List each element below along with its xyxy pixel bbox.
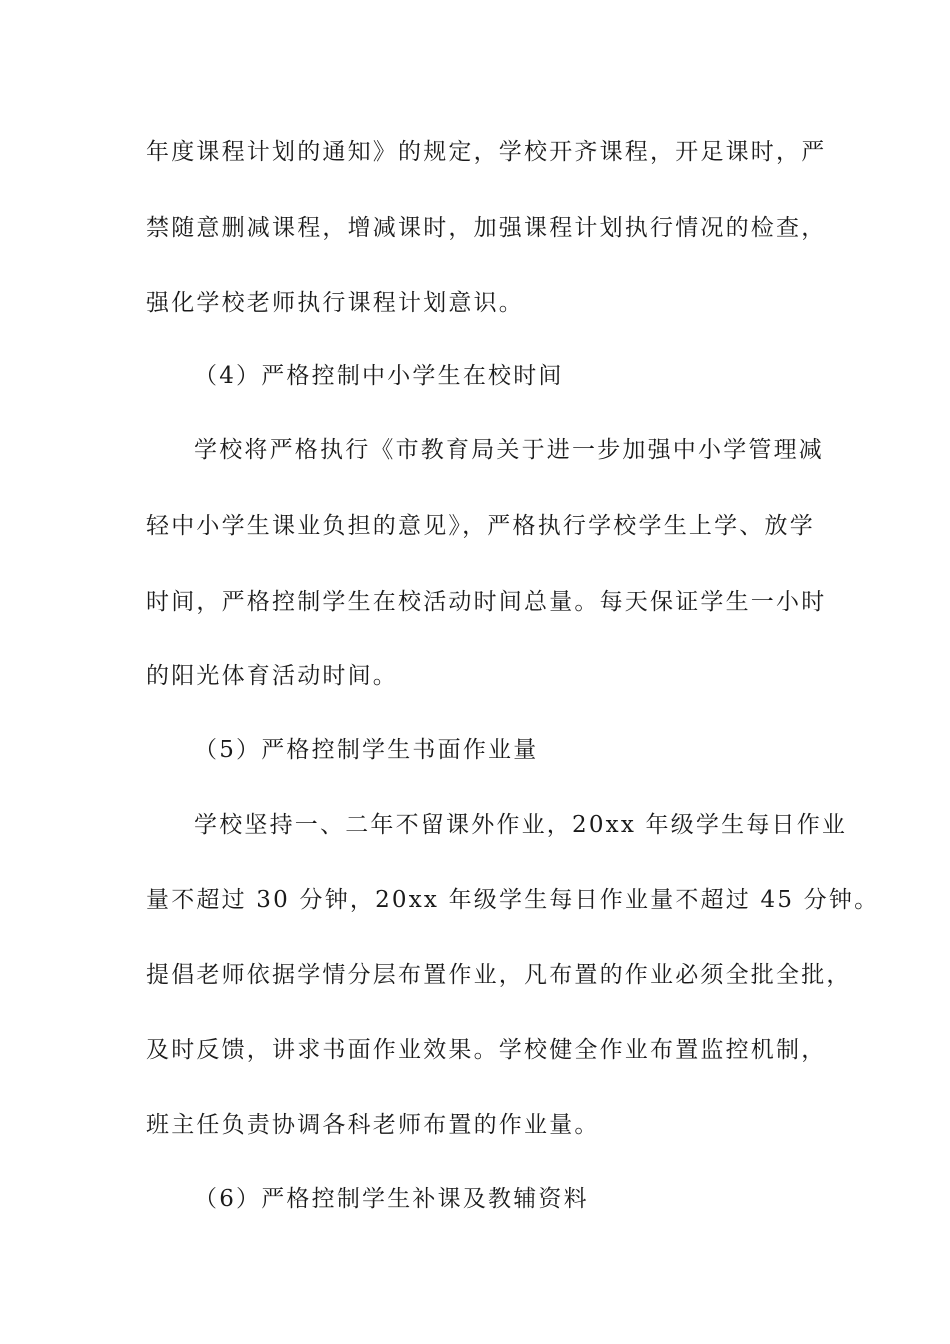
section-heading-6: （6）严格控制学生补课及教辅资料 [194,1186,589,1212]
paragraph-2-line-3: 时间，严格控制学生在校活动时间总量。每天保证学生一小时 [146,589,827,615]
section-heading-4: （4）严格控制中小学生在校时间 [194,363,564,389]
paragraph-3-line-3: 提倡老师依据学情分层布置作业，凡布置的作业必须全批全批， [146,962,852,988]
paragraph-2-line-1: 学校将严格执行《市教育局关于进一步加强中小学管理减 [194,437,824,463]
paragraph-1-line-3: 强化学校老师执行课程计划意识。 [146,290,524,316]
paragraph-2-line-4: 的阳光体育活动时间。 [146,663,398,689]
paragraph-3-line-2: 量不超过 30 分钟，20xx 年级学生每日作业量不超过 45 分钟。 [146,887,880,913]
section-heading-5: （5）严格控制学生书面作业量 [194,737,539,763]
paragraph-2-line-2: 轻中小学生课业负担的意见》，严格执行学校学生上学、放学 [146,513,815,539]
paragraph-3-line-4: 及时反馈，讲求书面作业效果。学校健全作业布置监控机制， [146,1037,827,1063]
paragraph-1-line-1: 年度课程计划的通知》的规定，学校开齐课程，开足课时，严 [146,139,827,165]
paragraph-1-line-2: 禁随意删减课程，增减课时，加强课程计划执行情况的检查， [146,215,827,241]
paragraph-3-line-1: 学校坚持一、二年不留课外作业，20xx 年级学生每日作业 [194,812,848,838]
paragraph-3-line-5: 班主任负责协调各科老师布置的作业量。 [146,1112,600,1138]
